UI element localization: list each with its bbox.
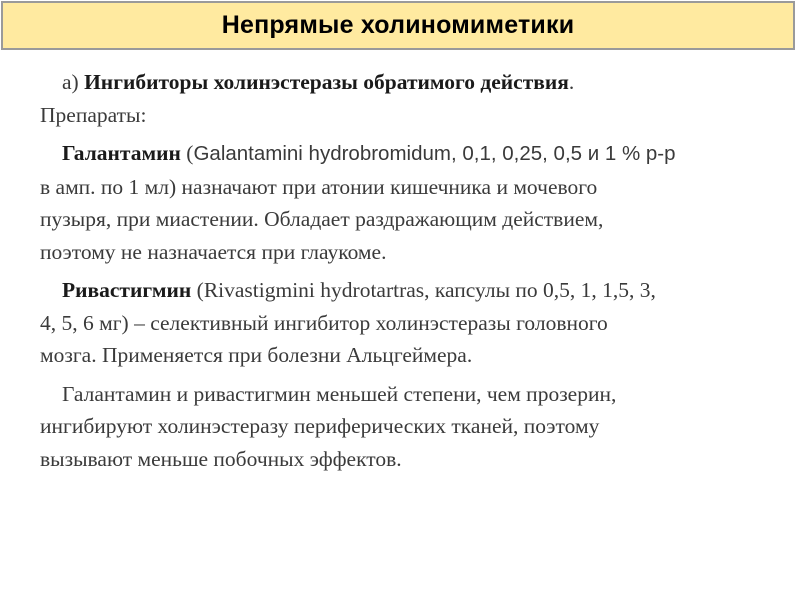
comparison-line-1: Галантамин и ривастигмин меньшей степени, чем прозерин, <box>62 381 617 406</box>
rivastigmine-line-3: мозга. Применяется при болезни Альцгеймера. <box>40 343 473 367</box>
comparison-paragraph <box>40 378 780 476</box>
rivastigmine-name: Ривастигмин <box>62 278 192 302</box>
rivastigmine-line-1-text: (Rivastigmini hydrotartras, капсулы по 0,5, 1, 1,5, 3, <box>191 278 656 302</box>
comparison-line-2: ингибируют холинэстеразу периферических тканей, поэтому <box>40 414 600 438</box>
galantamine-line-2: в амп. по 1 мл) назначают при атонии кишечника и мочевого <box>40 174 598 199</box>
rivastigmine-paragraph <box>40 274 780 372</box>
galantamine-line-4: поэтому не назначается при глаукоме. <box>40 239 387 264</box>
slide-title: Непрямые холиномиметики <box>221 11 575 39</box>
rivastigmine-line-1 <box>40 274 780 307</box>
section-a-heading-line <box>40 66 780 99</box>
section-a-heading: Ингибиторы холинэстеразы обратимого действия <box>84 70 569 94</box>
rivastigmine-line-2: 4, 5, 6 мг) – селективный ингибитор холинэстеразы головного <box>40 310 608 335</box>
drugs-label: Препараты: <box>40 102 147 127</box>
section-a-heading-end: . <box>568 70 575 94</box>
slide-content <box>40 66 780 475</box>
galantamine-line-3: пузыря, при миастении. Обладает раздражающим действием, <box>40 207 604 231</box>
galantamine-line-1 <box>40 137 780 171</box>
galantamine-paragraph <box>40 137 780 268</box>
galantamine-name: Галантамин <box>62 141 181 165</box>
comparison-line-3: вызывают меньше побочных эффектов. <box>40 446 402 471</box>
galantamine-latin: Galantamini hydrobromidum, 0,1, 0,25, 0,5 и 1 % р-р <box>193 142 676 165</box>
galantamine-open-paren: ( <box>180 141 194 165</box>
slide-title-bar <box>1 1 795 50</box>
section-a-prefix: а) <box>62 70 85 94</box>
